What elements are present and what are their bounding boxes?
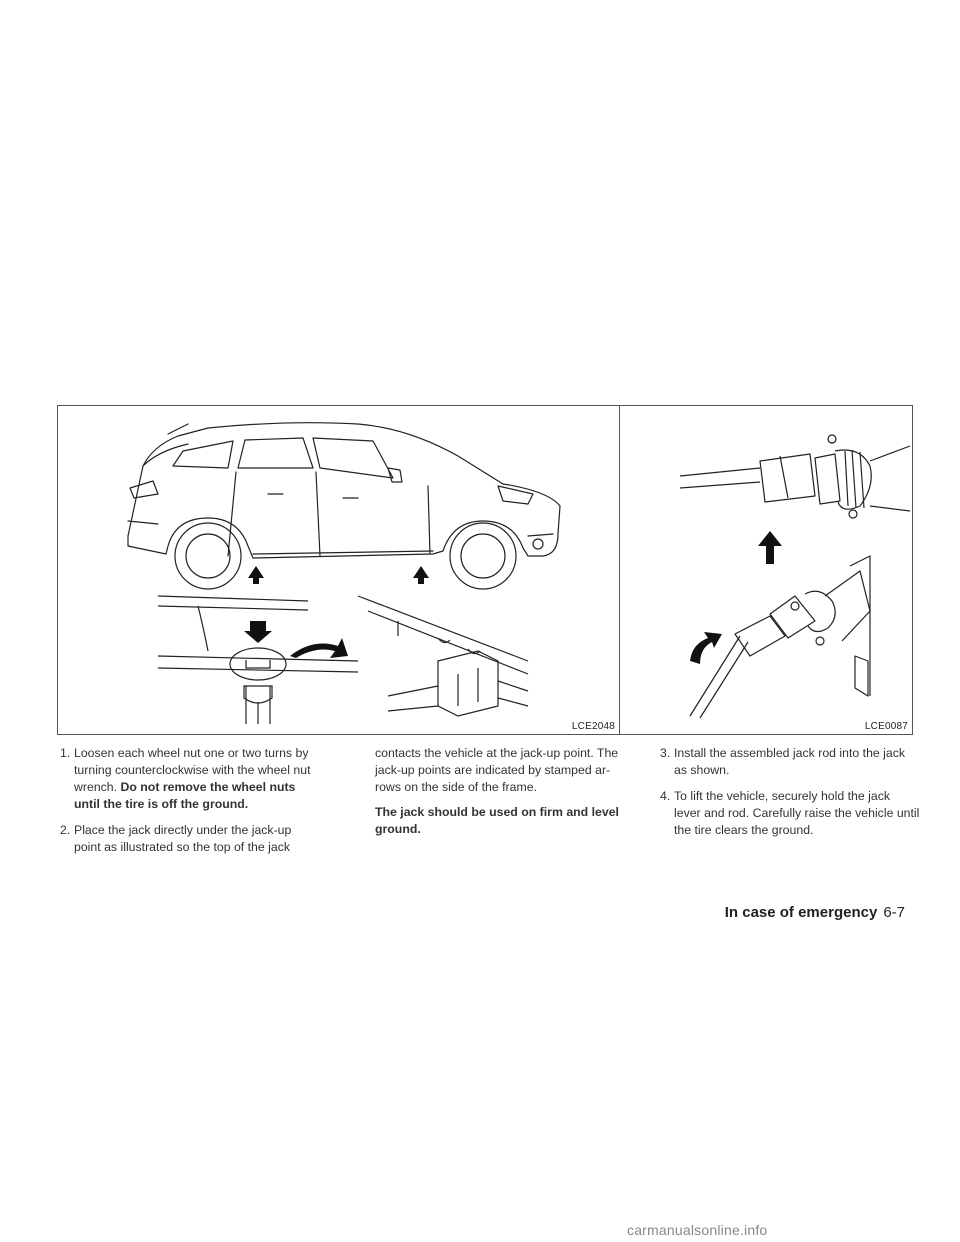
step-3 <box>660 745 920 779</box>
step-number: 3. <box>660 746 671 760</box>
watermark-text: carmanualsonline.info <box>627 1222 768 1238</box>
step-text: Install the assembled jack rod into the jack as shown. <box>674 746 906 777</box>
step-2-continuation: contacts the vehicle at the jack-up point. The jack-up points are indicated by stamped ar-rows on the side of the frame. <box>375 746 619 794</box>
jack-up-point-illustration <box>57 405 620 735</box>
step-number: 2. <box>60 823 71 837</box>
page-number: 6-7 <box>883 904 905 921</box>
instructions-column-2 <box>375 745 635 846</box>
jack-rod-illustration <box>619 405 913 735</box>
section-title: In case of emergency <box>724 904 878 921</box>
step-warning: Do not remove the wheel nuts until the tire is off the ground. <box>74 780 296 811</box>
firm-ground-warning: The jack should be used on firm and level ground. <box>375 805 619 836</box>
step-number: 1. <box>60 746 71 760</box>
step-text: Place the jack directly under the jack-up point as illustrated so the top of the jack <box>74 823 292 854</box>
jack-rod-diagram <box>620 406 913 735</box>
step-text: To lift the vehicle, securely hold the jack lever and rod. Carefully raise the vehicle until the tire clears the ground. <box>674 789 920 837</box>
step-1 <box>60 745 320 813</box>
step-number: 4. <box>660 789 671 803</box>
vehicle-jack-diagram <box>58 406 620 735</box>
instructions-column-1 <box>60 745 320 865</box>
step-text: Loosen each wheel nut one or two turns by turning counterclockwise with the wheel nut wrench. <box>74 746 311 794</box>
figure-code: LCE2048 <box>571 721 615 732</box>
step-4 <box>660 788 920 839</box>
step-2 <box>60 822 320 856</box>
figure-code: LCE0087 <box>864 721 908 732</box>
instructions-column-3 <box>660 745 920 848</box>
page-footer <box>725 904 905 921</box>
